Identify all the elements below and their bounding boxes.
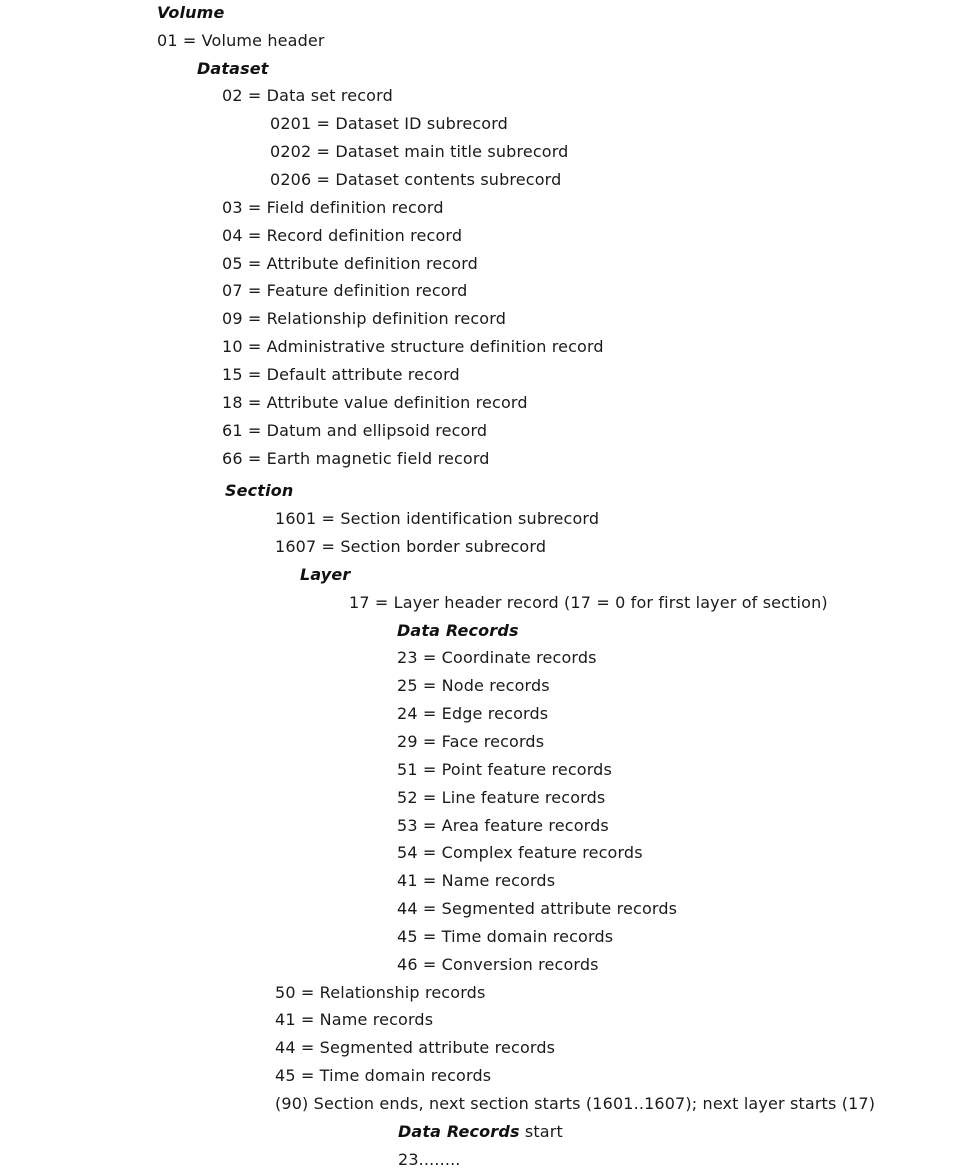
record-entry: 44 = Segmented attribute records — [397, 899, 678, 918]
data-records-heading: Data Records — [398, 1122, 520, 1141]
start-label: start — [519, 1122, 563, 1141]
record-entry: 25 = Node records — [397, 676, 550, 695]
record-entry: 10 = Administrative structure definition record — [222, 337, 604, 356]
record-entry: (90) Section ends, next section starts (1601..1607); next layer starts (17) — [275, 1094, 876, 1113]
section-heading: Section — [225, 481, 294, 500]
data-records-start-line — [398, 1122, 563, 1142]
record-entry: 07 = Feature definition record — [222, 281, 468, 300]
record-entry: 1601 = Section identification subrecord — [275, 509, 600, 528]
section-heading: Volume — [157, 3, 225, 22]
record-entry: 01 = Volume header — [157, 31, 325, 50]
record-entry: 44 = Segmented attribute records — [275, 1038, 556, 1057]
record-entry: 52 = Line feature records — [397, 788, 606, 807]
record-entry: 51 = Point feature records — [397, 760, 612, 779]
record-entry: 04 = Record definition record — [222, 226, 463, 245]
record-entry: 46 = Conversion records — [397, 955, 599, 974]
section-heading: Data Records — [397, 621, 519, 640]
record-entry: 09 = Relationship definition record — [222, 309, 506, 328]
record-entry: 0206 = Dataset contents subrecord — [270, 170, 562, 189]
record-entry: 45 = Time domain records — [275, 1066, 492, 1085]
record-entry: 50 = Relationship records — [275, 983, 486, 1002]
record-entry: 0202 = Dataset main title subrecord — [270, 142, 569, 161]
record-entry: 23........ — [398, 1150, 461, 1169]
record-entry: 17 = Layer header record (17 = 0 for first layer of section) — [349, 593, 828, 612]
record-entry: 29 = Face records — [397, 732, 545, 751]
record-entry: 66 = Earth magnetic field record — [222, 449, 490, 468]
section-heading: Layer — [300, 565, 351, 584]
record-entry: 41 = Name records — [397, 871, 556, 890]
record-entry: 1607 = Section border subrecord — [275, 537, 547, 556]
record-entry: 0201 = Dataset ID subrecord — [270, 114, 508, 133]
record-entry: 05 = Attribute definition record — [222, 254, 478, 273]
record-entry: 23 = Coordinate records — [397, 648, 597, 667]
record-entry: 15 = Default attribute record — [222, 365, 460, 384]
record-entry: 03 = Field definition record — [222, 198, 444, 217]
record-entry: 61 = Datum and ellipsoid record — [222, 421, 488, 440]
record-entry: 53 = Area feature records — [397, 816, 609, 835]
record-entry: 24 = Edge records — [397, 704, 549, 723]
record-entry: 45 = Time domain records — [397, 927, 614, 946]
record-entry: 02 = Data set record — [222, 86, 393, 105]
record-entry: 41 = Name records — [275, 1010, 434, 1029]
section-heading: Dataset — [197, 59, 269, 78]
record-entry: 54 = Complex feature records — [397, 843, 643, 862]
record-entry: 18 = Attribute value definition record — [222, 393, 528, 412]
